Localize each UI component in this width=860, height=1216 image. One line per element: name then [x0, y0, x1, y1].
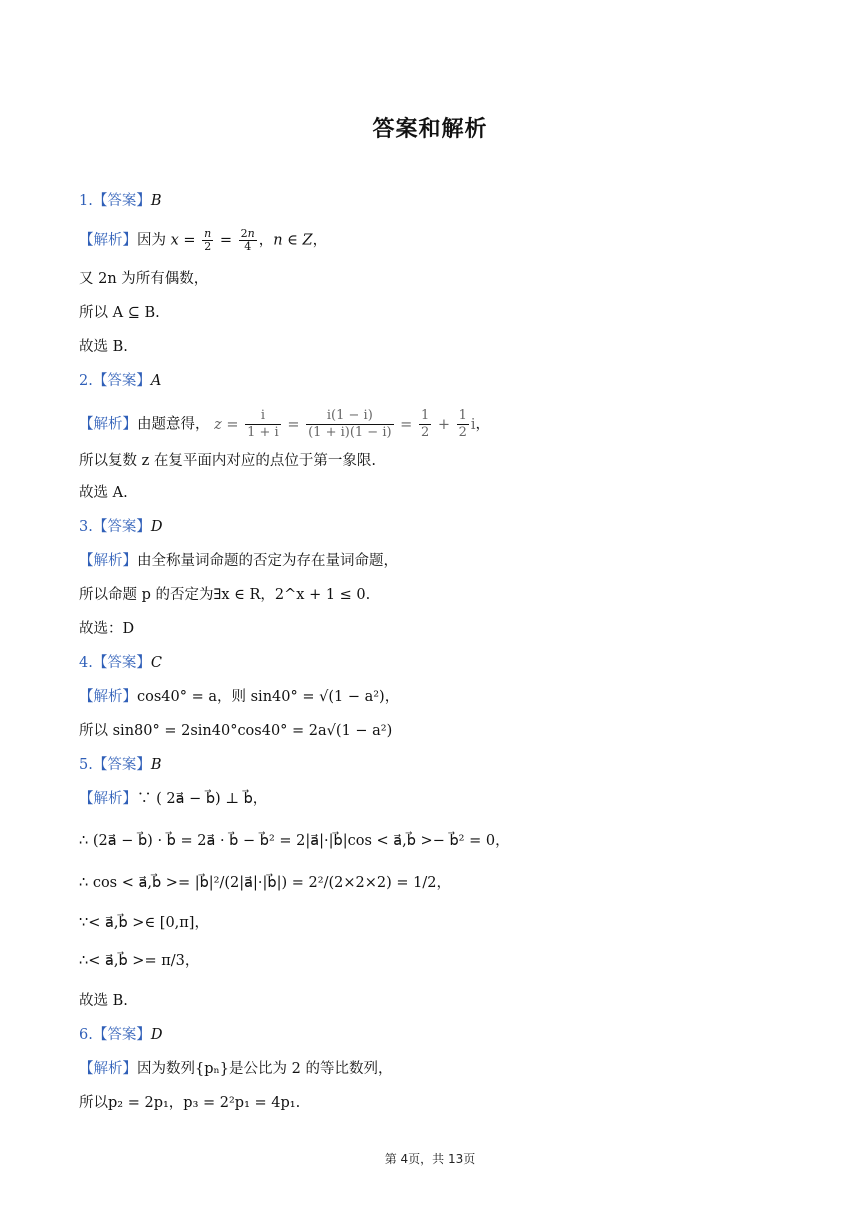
- q1-answer-line: [79, 190, 162, 212]
- q2-number: 2.: [79, 373, 93, 389]
- q4-number: 4.: [79, 655, 93, 671]
- q4-l1: cos40° = a，则 sin40° = √(1 − a²)，: [137, 689, 400, 705]
- q3-analysis-line1: 【解析】由全称量词命题的否定为存在量词命题，: [79, 553, 398, 569]
- q5-analysis-line2: ∴ (2a⃗ − b⃗) · b⃗ = 2a⃗ · b⃗ − b⃗² = 2|a⃗|·|b⃗|cos < a⃗,b⃗ >− b⃗² = 0，: [79, 833, 510, 849]
- page-title: 答案和解析: [372, 117, 488, 142]
- q4-answer-line: 4.【答案】C: [79, 655, 162, 671]
- q1-analysis-line1: 【解析】因为 x = $\frac{n}{2}$ = $\frac{2n}{4}$ ，n ∈ Z，: [79, 227, 328, 253]
- q4-analysis-line2: 所以 sin80° = 2sin40°cos40° = 2a√(1 − a²): [79, 723, 393, 739]
- q2-analysis-line2: 所以复数 z 在复平面内对应的点位于第一象限.: [79, 453, 376, 469]
- q6-number: 6.: [79, 1027, 93, 1043]
- q5-analysis-line3: ∴ cos < a⃗,b⃗ >= |b⃗|²/(2|a⃗|·|b⃗|) = 2²/(2×2×2) = 1/2，: [79, 875, 451, 891]
- q2-answer: A: [150, 373, 162, 389]
- q1-l1-text: 因为: [137, 232, 166, 249]
- q6-answer-line: 6.【答案】D: [79, 1027, 163, 1043]
- q5-analysis-line4: ∵< a⃗,b⃗ >∈ [0,π]，: [79, 915, 209, 931]
- q5-number: 5.: [79, 757, 93, 773]
- q3-number: 3.: [79, 519, 93, 535]
- q5-analysis-line1: 【解析】∵ ( 2a⃗ − b⃗) ⊥ b⃗，: [79, 791, 268, 807]
- q2-analysis-line1: 【解析】由题意得， z = $\frac{i}{1 + i}$ = $\frac{i(1 - i)}{(1 + i)(1 - i)}$ = $\frac{1}{2}$ + $\frac{1}{2}$ i，: [79, 408, 491, 440]
- q5-answer-line: 5.【答案】B: [79, 757, 162, 773]
- q2-l1-text: 由题意得，: [137, 416, 210, 433]
- q3-analysis-line3: 故选：D: [79, 621, 135, 637]
- q5-analysis-line5: ∴< a⃗,b⃗ >= π/3，: [79, 953, 200, 969]
- q5-answer: B: [150, 757, 162, 773]
- q3-answer-line: 3.【答案】D: [79, 519, 163, 535]
- q2-answer-line: 2.【答案】A: [79, 373, 162, 389]
- q2-analysis-line3: 故选 A.: [79, 485, 128, 501]
- page-footer: 第 4页，共 13页: [384, 1152, 476, 1166]
- answer-tag: 【答案】: [92, 193, 151, 209]
- q4-answer: C: [150, 655, 162, 671]
- q6-l1: 因为数列{pₙ}是公比为 2 的等比数列，: [137, 1061, 393, 1077]
- q1-number: 1.: [79, 193, 93, 209]
- q6-analysis-line1: 【解析】因为数列{pₙ}是公比为 2 的等比数列，: [79, 1061, 393, 1077]
- analysis-tag: 【解析】: [79, 232, 137, 249]
- q6-answer: D: [150, 1027, 163, 1043]
- q3-answer: D: [150, 519, 163, 535]
- q3-l1: 由全称量词命题的否定为存在量词命题，: [137, 553, 398, 569]
- q4-analysis-line1: 【解析】cos40° = a，则 sin40° = √(1 − a²)，: [79, 689, 400, 705]
- q1-analysis-line2: 又 2n 为所有偶数，: [79, 271, 209, 287]
- q6-analysis-line2: 所以p₂ = 2p₁，p₃ = 2²p₁ = 4p₁.: [79, 1095, 301, 1111]
- q1-analysis-line4: 故选 B.: [79, 339, 128, 355]
- q3-analysis-line2: 所以命题 p 的否定为∃x ∈ R，2^x + 1 ≤ 0.: [79, 587, 371, 603]
- q1-analysis-line3: 所以 A ⊆ B.: [79, 305, 160, 321]
- q5-l1: ∵ ( 2a⃗ − b⃗) ⊥ b⃗，: [137, 791, 268, 807]
- q1-answer: B: [150, 193, 162, 209]
- q5-analysis-line6: 故选 B.: [79, 993, 128, 1009]
